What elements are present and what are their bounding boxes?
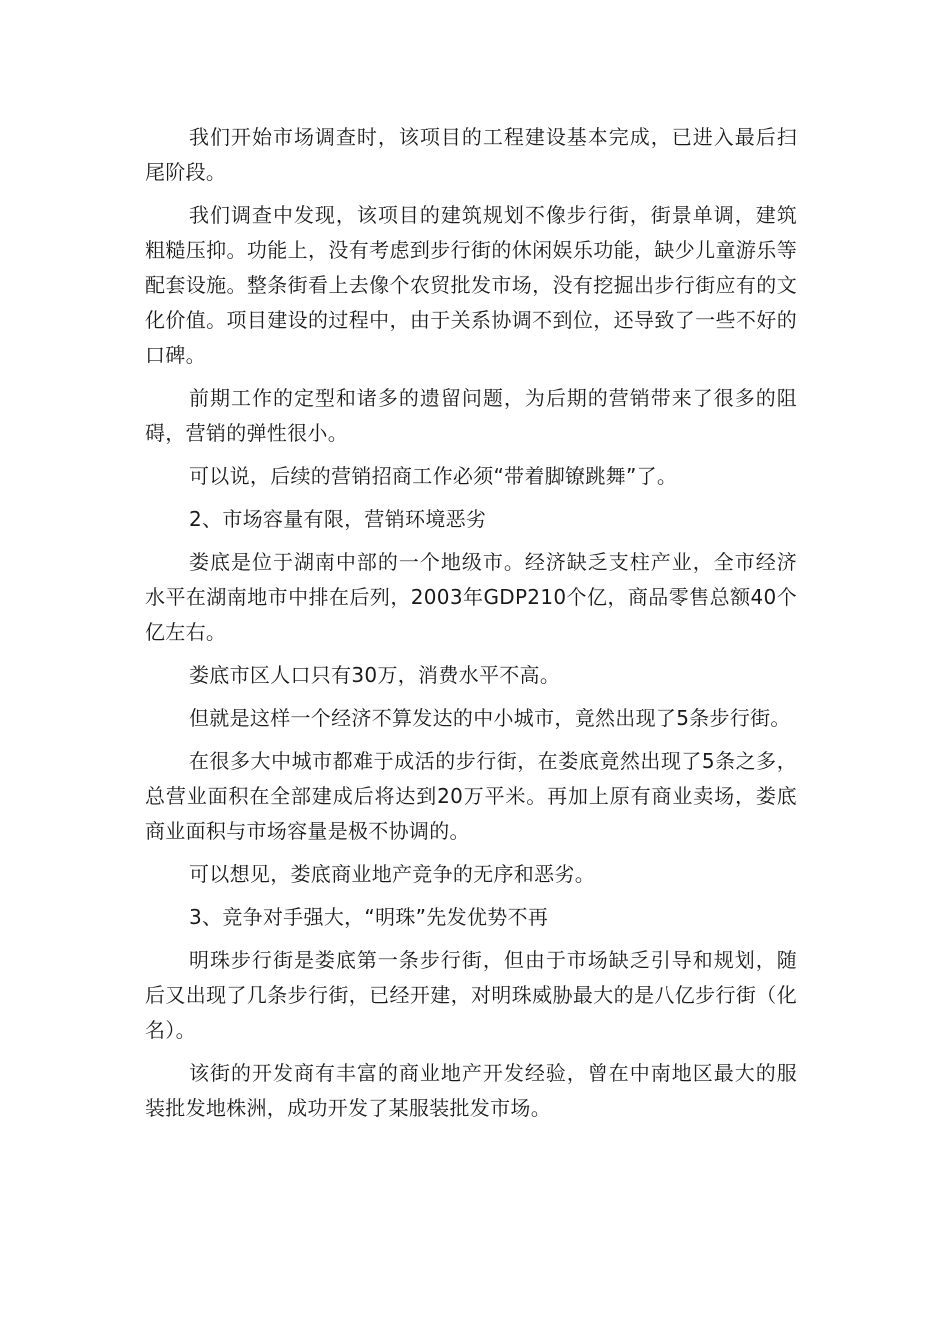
paragraph: 该街的开发商有丰富的商业地产开发经验，曾在中南地区最大的服装批发地株洲，成功开发了某服装批发市场。 bbox=[145, 1061, 797, 1120]
paragraph: 但就是这样一个经济不算发达的中小城市，竟然出现了5条步行街。 bbox=[189, 706, 791, 730]
section-heading: 3、竞争对手强大，“明珠”先发优势不再 bbox=[189, 905, 549, 929]
paragraph: 娄底市区人口只有30万，消费水平不高。 bbox=[189, 663, 561, 687]
paragraph: 在很多大中城市都难于成活的步行街，在娄底竟然出现了5条之多，总营业面积在全部建成后将达到20万平米。再加上原有商业卖场，娄底商业面积与市场容量是极不协调的。 bbox=[145, 749, 797, 843]
paragraph: 明珠步行街是娄底第一条步行街，但由于市场缺乏引导和规划，随后又出现了几条步行街，已经开建，对明珠威胁最大的是八亿步行街（化名）。 bbox=[145, 948, 797, 1042]
paragraph: 可以想见，娄底商业地产竞争的无序和恶劣。 bbox=[189, 862, 595, 886]
paragraph: 娄底是位于湖南中部的一个地级市。经济缺乏支柱产业，全市经济水平在湖南地市中排在后列，2003年GDP210个亿，商品零售总额40个亿左右。 bbox=[145, 550, 797, 644]
document-body bbox=[145, 120, 797, 1134]
section-heading: 2、市场容量有限，营销环境恶劣 bbox=[189, 507, 487, 531]
paragraph: 我们开始市场调查时，该项目的工程建设基本完成，已进入最后扫尾阶段。 bbox=[145, 125, 797, 184]
paragraph: 我们调查中发现，该项目的建筑规划不像步行街，街景单调，建筑粗糙压抑。功能上，没有考虑到步行街的休闲娱乐功能，缺少儿童游乐等配套设施。整条街看上去像个农贸批发市场，没有挖掘出步行街应有的文化价值。项目建设的过程中，由于关系协调不到位，还导致了一些不好的口碑。 bbox=[145, 203, 797, 367]
paragraph: 前期工作的定型和诸多的遗留问题，为后期的营销带来了很多的阻碍，营销的弹性很小。 bbox=[145, 386, 797, 445]
paragraph: 可以说，后续的营销招商工作必须“带着脚镣跳舞”了。 bbox=[189, 464, 678, 488]
